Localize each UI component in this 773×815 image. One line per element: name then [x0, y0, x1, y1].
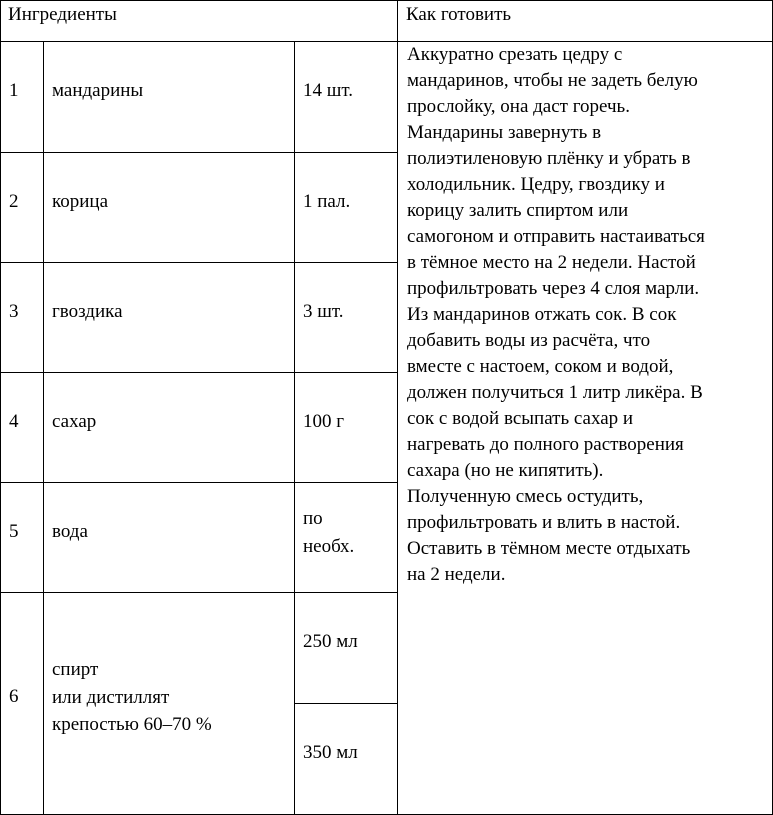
ingredient-amount: по необх. — [303, 508, 355, 557]
instruction-line: в тёмное место на 2 недели. Настой — [407, 252, 696, 273]
grid-line — [294, 703, 398, 704]
instruction-line: вместе с настоем, соком и водой, — [407, 356, 674, 377]
instruction-line: сок с водой всыпать сахар и — [407, 408, 634, 429]
ingredient-name: гвоздика — [52, 301, 123, 322]
ingredient-name: вода — [52, 521, 88, 542]
ingredient-amount: 14 шт. — [303, 80, 354, 101]
header-how-to-cook: Как готовить — [406, 4, 512, 25]
instruction-line: самогоном и отправить настаиваться — [407, 226, 705, 247]
grid-line — [0, 0, 773, 1]
instruction-line: сахара (но не кипятить). — [407, 460, 604, 481]
instruction-line: мандаринов, чтобы не задеть белую — [407, 70, 698, 91]
instruction-line: должен получиться 1 литр ликёра. В — [407, 382, 703, 403]
row-number: 1 — [9, 80, 19, 101]
instruction-line: Аккуратно срезать цедру с — [407, 44, 623, 65]
instruction-line: профильтровать через 4 слоя марли. — [407, 278, 700, 299]
grid-line — [0, 372, 398, 373]
grid-line — [294, 41, 295, 815]
ingredient-amount-alt: 350 мл — [303, 742, 358, 763]
ingredient-name: спирт или дистиллят крепостью 60–70 % — [52, 659, 212, 736]
header-ingredients: Ингредиенты — [8, 4, 117, 25]
instruction-line: Мандарины завернуть в — [407, 122, 602, 143]
grid-line — [0, 262, 398, 263]
instruction-line: корицу залить спиртом или — [407, 200, 629, 221]
row-number: 5 — [9, 521, 19, 542]
grid-line — [43, 41, 44, 815]
ingredient-amount: 250 мл — [303, 631, 358, 652]
row-number: 2 — [9, 191, 19, 212]
grid-line — [397, 0, 398, 815]
instruction-line: добавить воды из расчёта, что — [407, 330, 651, 351]
instruction-line: прослойку, она даст горечь. — [407, 96, 630, 117]
instruction-line: полиэтиленовую плёнку и убрать в — [407, 148, 691, 169]
row-number: 3 — [9, 301, 19, 322]
instruction-line: на 2 недели. — [407, 564, 506, 585]
instruction-line: профильтровать и влить в настой. — [407, 512, 681, 533]
row-number: 4 — [9, 411, 19, 432]
ingredient-amount: 1 пал. — [303, 191, 351, 212]
instruction-line: Оставить в тёмном месте отдыхать — [407, 538, 691, 559]
instruction-line: холодильник. Цедру, гвоздику и — [407, 174, 665, 195]
instructions-text — [407, 42, 769, 588]
ingredient-name: сахар — [52, 411, 97, 432]
grid-line — [0, 0, 1, 815]
ingredient-name: мандарины — [52, 80, 144, 101]
grid-line — [0, 152, 398, 153]
ingredient-amount: 100 г — [303, 411, 345, 432]
row-number: 6 — [9, 686, 19, 707]
ingredient-name: корица — [52, 191, 109, 212]
instruction-line: Полученную смесь остудить, — [407, 486, 644, 507]
instruction-line: Из мандаринов отжать сок. В сок — [407, 304, 677, 325]
instruction-line: нагревать до полного растворения — [407, 434, 684, 455]
grid-line — [0, 482, 398, 483]
grid-line — [0, 592, 398, 593]
ingredient-amount: 3 шт. — [303, 301, 344, 322]
